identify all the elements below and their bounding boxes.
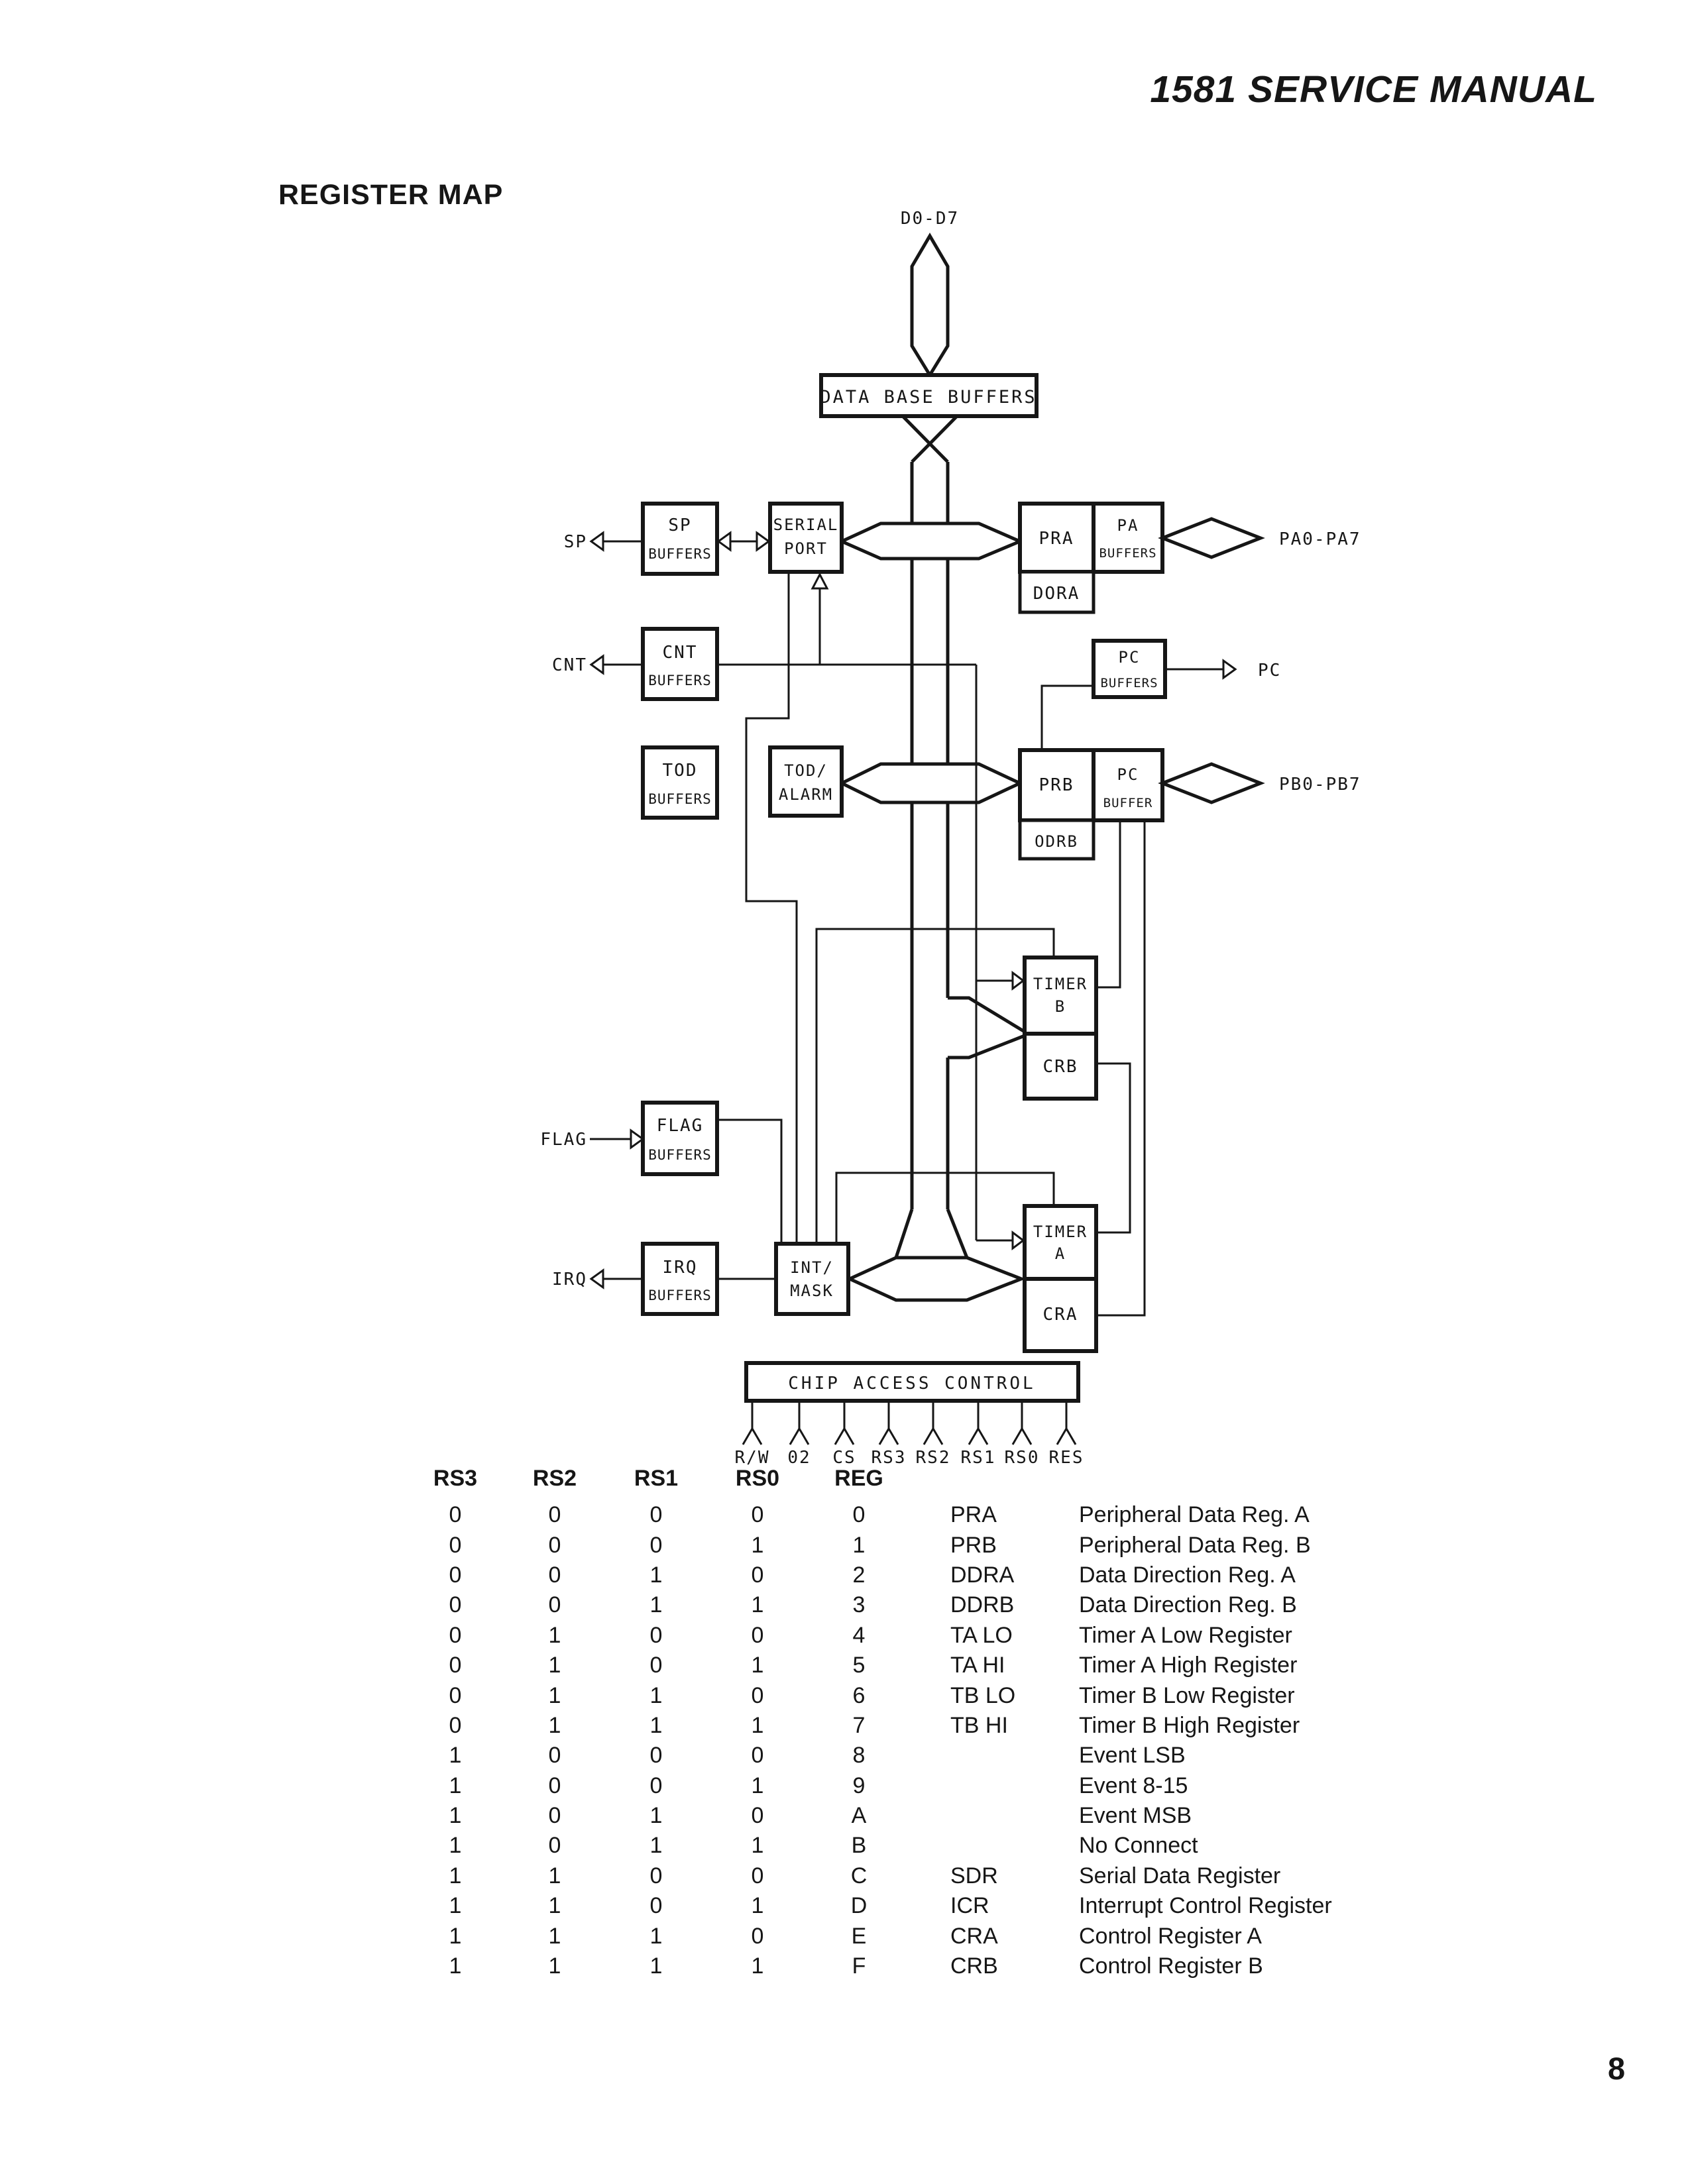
reg-number: 7 — [852, 1712, 866, 1738]
header-reg: REG — [834, 1466, 883, 1491]
pin-rw-icon — [743, 1401, 761, 1445]
rs1-bit: 1 — [649, 1953, 663, 1979]
cnt-signal-label: CNT — [552, 655, 587, 675]
pc-buffer-label: PC — [1117, 765, 1139, 784]
rs3-bit: 0 — [449, 1562, 462, 1588]
rs2-bit: 0 — [548, 1502, 561, 1528]
serial-port-label: SERIAL — [773, 516, 839, 534]
flag-int-wire — [717, 1120, 781, 1244]
prb-label: PRB — [1039, 775, 1074, 795]
pc-signal-label: PC — [1258, 661, 1282, 681]
reg-number: 4 — [852, 1622, 866, 1648]
reg-number: B — [851, 1833, 867, 1859]
bus-connector-serial-row — [842, 523, 1020, 559]
reg-number: 9 — [852, 1773, 866, 1798]
pa-port-diamond — [1162, 519, 1261, 557]
rs1-bit: 1 — [649, 1712, 663, 1738]
pin-02-label: 02 — [787, 1448, 811, 1468]
rs2-bit: 1 — [548, 1682, 561, 1708]
cra-label: CRA — [1042, 1305, 1078, 1325]
rs2-bit: 0 — [548, 1803, 561, 1829]
dora-label: DORA — [1033, 584, 1080, 604]
rs2-bit: 0 — [548, 1532, 561, 1558]
data-bus-top-connector — [912, 236, 948, 375]
rs1-bit: 0 — [649, 1532, 663, 1558]
pa0-pa7-label: PA0-PA7 — [1279, 529, 1361, 549]
timerb-timera-wire — [1096, 1064, 1130, 1232]
table-row — [398, 1590, 1390, 1620]
odrb-label: ODRB — [1035, 832, 1078, 851]
rs2-bit: 1 — [548, 1863, 561, 1888]
bus-branch-timer-b — [948, 998, 1025, 1058]
table-row — [398, 1500, 1390, 1530]
reg-number: 8 — [852, 1743, 866, 1769]
register-desc: Timer A Low Register — [1079, 1622, 1292, 1648]
register-desc: Serial Data Register — [1079, 1863, 1281, 1888]
reg-number: 3 — [852, 1592, 866, 1618]
table-row — [398, 1921, 1390, 1951]
rs0-bit: 0 — [751, 1743, 764, 1769]
reg-number: 5 — [852, 1653, 866, 1678]
register-name — [919, 1801, 1079, 1831]
register-name: ICR — [950, 1893, 989, 1919]
rs0-bit: 1 — [751, 1953, 764, 1979]
cnt-buffers-label: CNT — [662, 643, 698, 663]
pc-buffers-label: PC — [1118, 648, 1141, 667]
irq-buffers-label2: BUFFERS — [648, 1287, 712, 1303]
rs1-bit: 1 — [649, 1682, 663, 1708]
register-desc: Peripheral Data Reg. B — [1079, 1532, 1311, 1558]
rs3-bit: 0 — [449, 1712, 462, 1738]
bus-connector-tod-row — [842, 764, 1020, 802]
rs0-bit: 1 — [751, 1833, 764, 1859]
rs0-bit: 1 — [751, 1773, 764, 1798]
pin-rs1-label: RS1 — [960, 1448, 996, 1468]
register-name — [919, 1771, 1079, 1801]
rs3-bit: 1 — [449, 1863, 462, 1888]
rs2-bit: 1 — [548, 1953, 561, 1979]
reg-number: E — [851, 1923, 867, 1949]
table-row — [398, 1680, 1390, 1710]
bus-cross-line — [903, 416, 948, 462]
rs3-bit: 1 — [449, 1953, 462, 1979]
timer-a-in-arrow-icon — [1013, 1232, 1023, 1248]
bus-connector-int-row — [850, 1258, 1021, 1300]
timer-b-in-arrow-icon — [1013, 973, 1023, 989]
register-desc: Data Direction Reg. A — [1079, 1562, 1296, 1588]
timer-b-label: TIMER — [1033, 975, 1088, 993]
irq-buffers-label: IRQ — [662, 1258, 698, 1278]
rs1-bit: 1 — [649, 1833, 663, 1859]
pin-res-label: RES — [1048, 1448, 1084, 1468]
int-mask-box — [776, 1244, 848, 1314]
flag-signal-label: FLAG — [540, 1130, 587, 1150]
cnt-buffers-box — [643, 629, 717, 699]
rs2-bit: 0 — [548, 1592, 561, 1618]
rs3-bit: 0 — [449, 1502, 462, 1528]
rs2-bit: 1 — [548, 1653, 561, 1678]
rs0-bit: 1 — [751, 1712, 764, 1738]
rs2-bit: 1 — [548, 1622, 561, 1648]
int-mask-label: INT/ — [790, 1258, 834, 1277]
irq-buffers-box — [643, 1244, 717, 1314]
rs3-bit: 1 — [449, 1893, 462, 1919]
pin-rs0-icon — [1013, 1401, 1031, 1445]
register-desc: Event LSB — [1079, 1743, 1186, 1769]
timer-a-box — [1025, 1206, 1096, 1279]
chip-access-control-label: CHIP ACCESS CONTROL — [788, 1374, 1036, 1393]
rs0-bit: 0 — [751, 1562, 764, 1588]
reg-number: A — [851, 1803, 867, 1829]
register-name: TA HI — [950, 1653, 1005, 1678]
register-name: CRB — [950, 1953, 998, 1979]
table-row — [398, 1711, 1390, 1741]
rs0-bit: 1 — [751, 1592, 764, 1618]
irq-signal-label: IRQ — [552, 1270, 587, 1289]
pin-cs-icon — [835, 1401, 854, 1445]
tod-alarm-box — [770, 747, 842, 816]
rs2-bit: 1 — [548, 1923, 561, 1949]
rs2-bit: 0 — [548, 1743, 561, 1769]
register-desc: Peripheral Data Reg. A — [1079, 1502, 1310, 1528]
rs1-bit: 0 — [649, 1622, 663, 1648]
sp-out-arrow-icon — [591, 533, 603, 550]
rs1-bit: 0 — [649, 1653, 663, 1678]
reg-number: D — [850, 1893, 868, 1919]
header-desc — [1079, 1466, 1390, 1500]
register-desc: Event MSB — [1079, 1803, 1192, 1829]
rs3-bit: 0 — [449, 1682, 462, 1708]
table-row — [398, 1651, 1390, 1680]
bus-taper-left — [896, 1209, 912, 1258]
timer-b-label2: B — [1054, 997, 1066, 1016]
rs1-bit: 1 — [649, 1923, 663, 1949]
pin-cs-label: CS — [832, 1448, 856, 1468]
register-desc: Timer B High Register — [1079, 1712, 1300, 1738]
register-desc: Timer B Low Register — [1079, 1682, 1295, 1708]
register-name: TB HI — [950, 1712, 1008, 1738]
rs3-bit: 1 — [449, 1773, 462, 1798]
rs3-bit: 0 — [449, 1532, 462, 1558]
pin-rs1-icon — [969, 1401, 987, 1445]
serial-port-box — [770, 504, 842, 572]
pcbuffer-timerb-wire — [1096, 820, 1120, 987]
rs1-bit: 0 — [649, 1893, 663, 1919]
rs3-bit: 0 — [449, 1592, 462, 1618]
rs3-bit: 1 — [449, 1803, 462, 1829]
header-name — [919, 1466, 1079, 1500]
rs3-bit: 0 — [449, 1653, 462, 1678]
reg-number: 2 — [852, 1562, 866, 1588]
rs2-bit: 1 — [548, 1893, 561, 1919]
register-desc: Event 8-15 — [1079, 1773, 1188, 1798]
table-row — [398, 1861, 1390, 1891]
rs0-bit: 0 — [751, 1803, 764, 1829]
rs1-bit: 0 — [649, 1773, 663, 1798]
pc-buffers-prb-wire — [1042, 686, 1094, 750]
pin-rw-label: R/W — [734, 1448, 770, 1468]
rs2-bit: 0 — [548, 1562, 561, 1588]
flag-buffers-box — [643, 1103, 717, 1174]
serial-int-wire — [746, 572, 797, 1244]
table-row — [398, 1621, 1390, 1651]
rs0-bit: 0 — [751, 1622, 764, 1648]
header-rs3: RS3 — [433, 1466, 478, 1491]
tod-alarm-label2: ALARM — [778, 785, 834, 804]
rs0-bit: 0 — [751, 1863, 764, 1888]
register-name: PRB — [950, 1532, 997, 1558]
rs1-bit: 1 — [649, 1592, 663, 1618]
serial-port-in-arrow-icon — [757, 533, 769, 550]
timer-a-label2: A — [1054, 1244, 1066, 1263]
bus-cross-line — [912, 416, 957, 462]
register-name: DDRB — [950, 1592, 1015, 1618]
tod-buffers-label2: BUFFERS — [648, 791, 712, 807]
control-pins — [743, 1401, 1076, 1445]
register-desc: Control Register A — [1079, 1923, 1262, 1949]
rs0-bit: 0 — [751, 1923, 764, 1949]
control-pin-labels — [735, 1448, 1084, 1468]
pb0-pb7-label: PB0-PB7 — [1279, 775, 1361, 794]
table-row — [398, 1801, 1390, 1831]
section-heading: REGISTER MAP — [278, 179, 504, 211]
table-header-row — [398, 1466, 1390, 1500]
rs3-bit: 0 — [449, 1622, 462, 1648]
rs0-bit: 0 — [751, 1502, 764, 1528]
header-rs1: RS1 — [634, 1466, 679, 1491]
pin-res-icon — [1057, 1401, 1076, 1445]
flag-buffers-label: FLAG — [656, 1116, 704, 1136]
int-mask-label2: MASK — [790, 1282, 834, 1300]
pin-rs0-label: RS0 — [1004, 1448, 1040, 1468]
register-name: TA LO — [950, 1622, 1013, 1648]
table-row — [398, 1831, 1390, 1861]
rs1-bit: 0 — [649, 1502, 663, 1528]
register-table-body — [398, 1500, 1390, 1981]
register-name: CRA — [950, 1923, 998, 1949]
pin-rs3-icon — [879, 1401, 898, 1445]
rs2-bit: 1 — [548, 1712, 561, 1738]
register-name: DDRA — [950, 1562, 1015, 1588]
register-desc: No Connect — [1079, 1833, 1198, 1859]
serial-port-label2: PORT — [784, 539, 828, 558]
rs3-bit: 1 — [449, 1923, 462, 1949]
reg-number: 6 — [852, 1682, 866, 1708]
rs2-bit: 0 — [548, 1833, 561, 1859]
register-name — [919, 1831, 1079, 1861]
register-name: SDR — [950, 1863, 998, 1888]
d0-d7-label: D0-D7 — [900, 209, 960, 229]
cnt-out-arrow-icon — [591, 656, 603, 673]
table-row — [398, 1741, 1390, 1771]
table-row — [398, 1951, 1390, 1981]
rs1-bit: 1 — [649, 1803, 663, 1829]
data-base-buffers-label: DATA BASE BUFFERS — [820, 387, 1037, 408]
crb-label: CRB — [1042, 1057, 1078, 1077]
pin-rs3-label: RS3 — [871, 1448, 907, 1468]
header-rs2: RS2 — [532, 1466, 577, 1491]
rs2-bit: 0 — [548, 1773, 561, 1798]
rs1-bit: 0 — [649, 1743, 663, 1769]
pc-buffer-label2: BUFFER — [1103, 796, 1153, 810]
rs1-bit: 1 — [649, 1562, 663, 1588]
pa-buffers-box — [1094, 504, 1162, 572]
rs3-bit: 1 — [449, 1743, 462, 1769]
table-row — [398, 1560, 1390, 1590]
rs0-bit: 1 — [751, 1893, 764, 1919]
register-desc: Control Register B — [1079, 1953, 1263, 1979]
register-table — [398, 1466, 1392, 1981]
rs0-bit: 1 — [751, 1653, 764, 1678]
sp-buffers-box — [643, 504, 717, 574]
timer-a-label: TIMER — [1033, 1223, 1088, 1241]
irq-out-arrow-icon — [591, 1270, 603, 1287]
serial-clock-up-arrow-icon — [813, 574, 827, 588]
cnt-buffers-label2: BUFFERS — [648, 673, 712, 688]
register-name: TB LO — [950, 1682, 1016, 1708]
tod-buffers-box — [643, 747, 717, 818]
tod-alarm-label: TOD/ — [784, 761, 828, 780]
timera-int-wire — [836, 1173, 1054, 1244]
rs0-bit: 1 — [751, 1532, 764, 1558]
register-name — [919, 1741, 1079, 1771]
rs1-bit: 0 — [649, 1863, 663, 1888]
sp-buffers-label: SP — [668, 516, 692, 535]
pa-buffers-label: PA — [1117, 516, 1139, 535]
pra-label: PRA — [1039, 529, 1074, 549]
sp-signal-label: SP — [563, 532, 587, 552]
register-desc: Interrupt Control Register — [1079, 1893, 1332, 1919]
reg-number: F — [852, 1953, 866, 1979]
pin-rs2-icon — [924, 1401, 942, 1445]
table-row — [398, 1530, 1390, 1560]
reg-number: C — [850, 1863, 868, 1888]
flag-buffers-label2: BUFFERS — [648, 1147, 712, 1163]
reg-number: 1 — [852, 1532, 866, 1558]
rs0-bit: 0 — [751, 1682, 764, 1708]
pc-buffers-label2: BUFFERS — [1100, 676, 1158, 690]
sp-buffers-label2: BUFFERS — [648, 546, 712, 562]
page-number: 8 — [1608, 2051, 1626, 2086]
pin-rs2-label: RS2 — [915, 1448, 951, 1468]
table-row — [398, 1771, 1390, 1801]
table-row — [398, 1891, 1390, 1921]
pa-buffers-label2: BUFFERS — [1099, 546, 1157, 561]
header-rs0: RS0 — [735, 1466, 780, 1491]
manual-title: 1581 SERVICE MANUAL — [1150, 68, 1597, 111]
timer-b-box — [1025, 957, 1096, 1034]
bus-taper-right — [948, 1209, 967, 1258]
rs3-bit: 1 — [449, 1833, 462, 1859]
tod-buffers-label: TOD — [662, 761, 698, 781]
sp-buffers-in-arrow-icon — [718, 533, 730, 550]
pin-02-icon — [790, 1401, 809, 1445]
register-desc: Data Direction Reg. B — [1079, 1592, 1297, 1618]
pb-port-diamond — [1162, 764, 1261, 802]
pc-out-arrow-icon — [1223, 661, 1235, 678]
reg-number: 0 — [852, 1502, 866, 1528]
register-desc: Timer A High Register — [1079, 1653, 1298, 1678]
register-name: PRA — [950, 1502, 997, 1528]
